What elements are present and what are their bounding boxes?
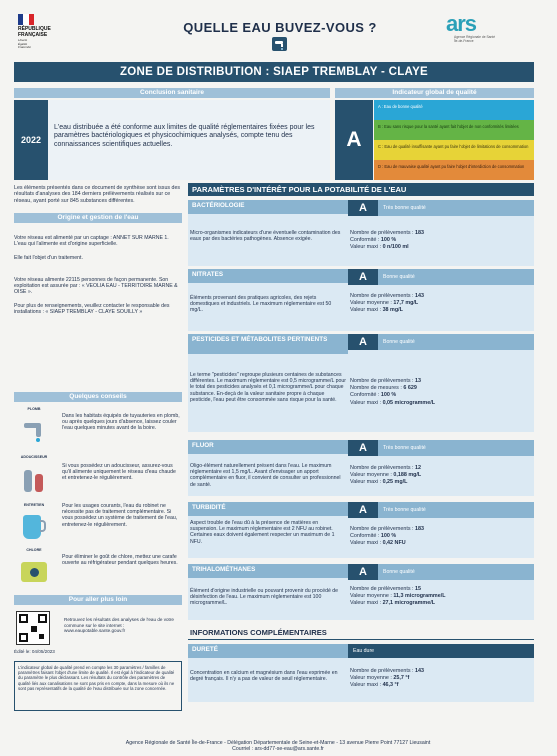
param-stats <box>350 293 530 315</box>
param-quality: Eau dure <box>348 644 534 658</box>
origin-p2: Elle fait l'objet d'un traitement. <box>14 255 83 262</box>
zone-title: ZONE DE DISTRIBUTION : SIAEP TREMBLAY - CLAYE <box>14 62 534 82</box>
stat-value: 6 629 <box>403 385 417 392</box>
stat-value: 13 <box>415 378 422 384</box>
param-grade: A <box>348 334 378 350</box>
stat-label: Valeur maxi : <box>350 600 383 607</box>
param-stats <box>350 465 530 487</box>
stat-label: Valeur moyenne : <box>350 472 394 479</box>
stat-value: 0 n/100 ml <box>382 244 409 251</box>
pipe-icon <box>22 415 46 443</box>
stat-value: 38 mg/L <box>382 307 403 314</box>
tip-plomb <box>14 407 182 451</box>
tips-title: Quelques conseils <box>14 392 182 402</box>
stat-label: Conformité : <box>350 533 381 540</box>
param-grade: A <box>348 200 378 216</box>
tip-text: Dans les habitats équipés de tuyauteries en plomb, ou après quelques jours d'absence, laissez couler l'eau quelques minutes avant de la boire. <box>62 413 180 432</box>
stat-value: 183 <box>415 526 425 532</box>
level-a: A : Eau de bonne qualité <box>374 100 534 120</box>
stat-value: 143 <box>415 293 425 299</box>
param-nitrates <box>188 269 534 331</box>
level-d: D : Eau de mauvaise qualité ayant pu faire l'objet d'interdiction de consommation <box>374 160 534 180</box>
param-grade: A <box>348 502 378 518</box>
stat-label: Nombre de prélèvements : <box>350 230 416 236</box>
tip-entretien <box>14 503 182 547</box>
stat-value: 0,25 mg/L <box>382 479 408 486</box>
stat-label: Valeur moyenne : <box>350 675 394 682</box>
params-title: PARAMÈTRES D'INTÉRÊT POUR LA POTABILITÉ DE L'EAU <box>188 183 534 196</box>
stat-label: Valeur maxi : <box>350 540 383 547</box>
origin-box <box>14 227 182 316</box>
param-desc: Micro-organismes indicateurs d'une éventuelle contamination des eaux par des bactéries pathogènes. Absence exigée. <box>190 230 341 243</box>
page-title: QUELLE EAU BUVEZ-VOUS ? <box>183 20 377 35</box>
stat-label: Conformité : <box>350 237 381 244</box>
param-fluor <box>188 440 534 496</box>
carafe-icon <box>19 558 49 584</box>
param-grade: A <box>348 269 378 285</box>
stat-value: 0,05 microgramme/L <box>382 399 435 406</box>
stat-value: 15 <box>415 586 422 592</box>
param-quality: Très bonne qualité <box>378 440 534 456</box>
ars-logo-text: ars <box>446 11 477 36</box>
param-name: NITRATES <box>188 269 348 283</box>
jug-icon <box>20 512 48 542</box>
stat-value: 100 % <box>380 533 397 540</box>
param-name: DURETÉ <box>188 644 348 658</box>
footer-email[interactable]: Courriel : ars-dd77-se-eau@ars.sante.fr <box>232 746 324 752</box>
param-desc: Le terme "pesticides" regroupe plusieurs centaines de substances différentes. Le maximum réglementaire est 0,5 microgramme/L pour le total des pesticides analysés et 0,1 microgramme/L pour chaque substance. En-deçà de la valeur sanitaire propre à chaque pesticide, l'eau peut être consommée sans risque pour la santé. <box>190 372 346 403</box>
param-stats <box>350 668 530 690</box>
stat-label: Valeur moyenne : <box>350 300 394 307</box>
origin-title: Origine et gestion de l'eau <box>14 213 182 223</box>
stat-label: Nombre de prélèvements : <box>350 293 416 299</box>
param-quality: Très bonne qualité <box>378 502 534 518</box>
stat-value: 12 <box>415 465 422 471</box>
param-quality: Bonne qualité <box>378 564 534 580</box>
param-desc: Concentration en calcium et magnésium dans l'eau exprimée en degré français. Il n'y a pas de valeur de seuil réglementaire. <box>190 670 338 683</box>
ars-sub-text: Agence Régionale de Santé Île-de-France <box>454 35 496 43</box>
intro-text: Les éléments présentés dans ce document de synthèse sont issus des résultats d'analyses des 184 derniers prélèvements réalisés sur ce réseau, ayant porté sur 845 substances différentes. <box>14 185 181 204</box>
conclusion-box <box>14 100 330 180</box>
param-desc: Élément d'origine industrielle ou pouvant provenir du procédé de désinfection de l'eau. Le maximum réglementaire est 100 microgramme/L. <box>190 588 339 607</box>
origin-p1: Votre réseau est alimenté par un captage : ANNET SUR MARNE 1. L'eau qui l'alimente est d'origine superficielle. <box>14 235 169 248</box>
stat-label: Nombre de prélèvements : <box>350 526 416 532</box>
further-title: Pour aller plus loin <box>14 595 182 605</box>
edition-date: Édité le: 04/05/2023 <box>14 649 55 654</box>
stat-value: 100 % <box>380 237 397 244</box>
conclusion-title: Conclusion sanitaire <box>14 88 330 98</box>
level-c: C : Eau de qualité insuffisante ayant pu faire l'objet de limitations de consommation <box>374 140 534 160</box>
tip-label: ENTRETIEN <box>23 503 45 507</box>
param-name: TRIHALOMÉTHANES <box>188 564 348 578</box>
stat-label: Valeur maxi : <box>350 479 383 486</box>
param-bacteriologie <box>188 200 534 266</box>
tap-icon <box>272 37 287 51</box>
level-b: B : Eau sans risque pour la santé ayant fait l'objet de non conformités limitées <box>374 120 534 140</box>
conclusion-year: 2022 <box>14 100 48 180</box>
stat-label: Valeur maxi : <box>350 682 383 689</box>
republique-text: RÉPUBLIQUE FRANÇAISE <box>18 26 51 38</box>
indicator-note: L'indicateur global de qualité prend en compte les 30 paramètres / familles de paramètres faisant l'objet d'une limite de qualité. Il est égal à l'indicateur de qualité du paramètre le plus déclassant. Les résultats du contrôle des paramètres de qualité liés aux canalisations ne sont pas pris en compte, dans la mesure où ils ne sont pas représentatifs de la qualité de l'eau distribuée sur la zone concernée. <box>14 661 182 711</box>
param-grade: A <box>348 564 378 580</box>
qr-code-icon[interactable] <box>16 611 50 645</box>
footer-address: Agence Régionale de Santé Île-de-France - Délégation Départementale de Seine-et-Marne - 13 avenue Pierre Point 77127 Lieusaint <box>125 740 431 746</box>
stat-value: 143 <box>415 668 425 674</box>
conclusion-text: L'eau distribuée a été conforme aux limites de qualité réglementaires fixées pour les paramètres bactériologiques et physicochimiques analysés, compte tenu des connaissances scientifiques actuelles. <box>54 124 315 148</box>
devise-text: Liberté Égalité Fraternité <box>18 38 31 50</box>
tip-adoucisseur <box>14 455 182 499</box>
param-name: TURBIDITÉ <box>188 502 348 516</box>
stat-label: Nombre de prélèvements : <box>350 586 416 592</box>
stat-label: Valeur maxi : <box>350 399 383 406</box>
further-text: Retrouvez les résultats des analyses de l'eau de votre commune sur le site internet : www.eaupotable.sante.gouv.fr <box>64 617 174 634</box>
stat-label: Nombre de prélèvements : <box>350 378 416 384</box>
stat-value: 25,7 °f <box>393 675 410 682</box>
stat-label: Nombre de mesures : <box>350 385 404 392</box>
param-durete <box>188 644 534 702</box>
stat-value: 0,42 NFU <box>382 540 406 547</box>
stat-label: Valeur maxi : <box>350 244 383 251</box>
param-name: BACTÉRIOLOGIE <box>188 200 348 214</box>
stat-value: 0,188 mg/L <box>393 472 422 479</box>
stat-value: 11,3 microgramme/L <box>393 593 446 600</box>
stat-value: 27,1 microgramme/L <box>382 600 435 607</box>
param-stats <box>350 586 530 608</box>
stat-label: Valeur maxi : <box>350 307 383 314</box>
tip-text: Pour les usages courants, l'eau du robinet ne nécessite pas de traitement complémentaire. Si vous possédez un système de traitement de l'eau, entretenez-le régulièrement. <box>62 503 178 528</box>
param-stats <box>350 378 530 407</box>
param-stats <box>350 526 530 548</box>
tip-chlore <box>14 548 182 590</box>
tip-label: PLOMB <box>27 407 41 411</box>
param-name: PESTICIDES ET MÉTABOLITES PERTINENTS <box>188 334 348 354</box>
param-quality: Bonne qualité <box>378 269 534 285</box>
complement-title: INFORMATIONS COMPLÉMENTAIRES <box>188 628 534 640</box>
param-pesticides <box>188 334 534 432</box>
origin-p4: Pour plus de renseignements, veuillez contacter le responsable des installations : « SIAEP TREMBLAY - CLAYE SOUILLY » <box>14 303 170 316</box>
tip-text: Pour éliminer le goût de chlore, mettez une carafe ouverte au réfrigérateur pendant quelques heures. <box>62 554 178 567</box>
indicator-grade: A <box>335 100 373 180</box>
param-stats <box>350 230 530 252</box>
origin-p3: Votre réseau alimente 22115 personnes de façon permanente. Son exploitation est assurée par : « VEOLIA EAU - TERRITOIRE MARNE & OISE ». <box>14 276 178 296</box>
param-trihalomethanes <box>188 564 534 620</box>
stat-label: Nombre de prélèvements : <box>350 465 416 471</box>
softener-icon <box>22 464 46 494</box>
stat-value: 183 <box>415 230 425 236</box>
stat-label: Conformité : <box>350 392 381 399</box>
param-grade: A <box>348 440 378 456</box>
param-desc: Aspect trouble de l'eau dû à la présence de matières en suspension. Le maximum réglementaire est 2 NFU au robinet. Certaines eaux doivent également respecter un maximum de 1 NFU. <box>190 520 335 545</box>
tip-label: CHLORE <box>26 548 42 552</box>
marianne-icon <box>18 14 34 25</box>
indicator-levels <box>374 100 534 180</box>
param-quality: Très bonne qualité <box>378 200 534 216</box>
param-turbidite <box>188 502 534 558</box>
stat-label: Valeur moyenne : <box>350 593 394 600</box>
republique-logo <box>18 14 58 50</box>
stat-value: 17,7 mg/L <box>393 300 419 307</box>
stat-label: Nombre de prélèvements : <box>350 668 416 674</box>
param-quality: Bonne qualité <box>378 334 534 350</box>
stat-value: 100 % <box>380 392 397 399</box>
param-name: FLUOR <box>188 440 348 454</box>
ars-logo <box>446 13 506 43</box>
indicator-title: Indicateur global de qualité <box>335 88 534 98</box>
tip-text: Si vous possédez un adoucisseur, assurez-vous qu'il alimente uniquement le réseau d'eau chaude et entretenez-le régulièrement. <box>62 463 176 482</box>
param-desc: Oligo-élément naturellement présent dans l'eau. Le maximum réglementaire est 1,5 mg/L. Avant d'envisager un apport complémentaire en fluor, il convient de consulter un professionnel de santé. <box>190 463 341 488</box>
stat-value: 46,3 °f <box>382 682 399 689</box>
tip-label: ADOUCISSEUR <box>20 455 48 459</box>
footer <box>14 740 542 752</box>
param-desc: Éléments provenant des pratiques agricoles, des rejets domestiques et industriels. Le maximum réglementaire est 50 mg/L. <box>190 295 332 314</box>
